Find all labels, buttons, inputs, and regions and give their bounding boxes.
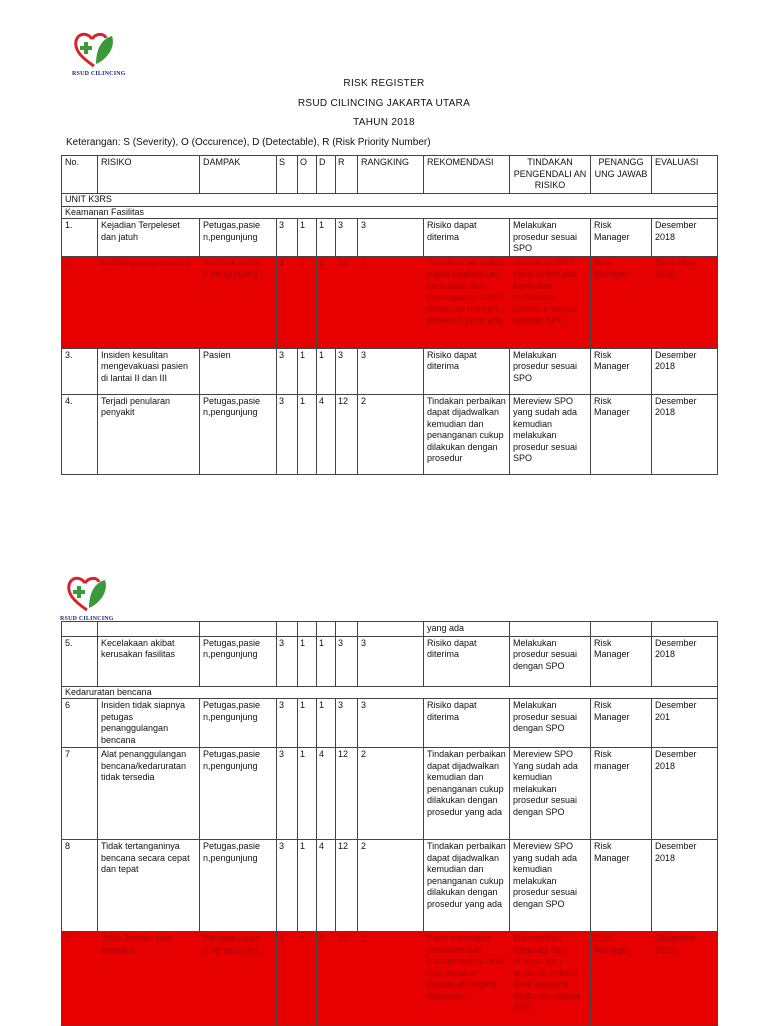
cell-evaluasi: Desember 2018 <box>652 394 718 474</box>
cell-penanggung-jawab: Risk Manager <box>591 219 652 257</box>
cell-penanggung-jawab: Risk Manager <box>591 840 652 932</box>
cell-no: 7 <box>62 748 98 840</box>
cell-risiko: Terjadi penularan penyakit <box>98 394 200 474</box>
document-title: RISK REGISTER <box>343 78 425 89</box>
risk-table-page-1 <box>61 155 718 475</box>
cell-evaluasi: Desember 2018 <box>652 840 718 932</box>
cell-rekomendasi: Tindakan perbaikan dapat dijadwalkan kemudian dan penanganan cukup dilakukan dengan prosedur yang ada <box>424 748 510 840</box>
hospital-logo-page-2 <box>60 574 120 622</box>
cell-no: 9 <box>62 932 98 1026</box>
cell-risiko: Tidak tertanganinya bencana secara cepat dan tepat <box>98 840 200 932</box>
cell-tindakan: Melakukan prosedur sesuai SPO <box>510 348 591 394</box>
cell-rangking: 2 <box>358 748 424 840</box>
cell-d: 4 <box>317 394 336 474</box>
risk-table-page-2 <box>61 621 718 1026</box>
cell-no: 1. <box>62 219 98 257</box>
cell-o: 1 <box>298 699 317 748</box>
cell-dampak: Petugas,pasie n,pengunjung <box>200 394 277 474</box>
cell-rangking: 1 <box>358 932 424 1026</box>
logo-caption: RSUD CILINCING <box>72 71 126 77</box>
cell-rekomendasi: yang ada <box>424 622 510 637</box>
cell-d: 4 <box>317 840 336 932</box>
col-header: RISIKO <box>98 156 200 194</box>
cell-tindakan: Memastikan Regulasi dan memastikan tindakan deteksi awal bencana dilakukan sesuai SPO <box>510 932 591 1026</box>
table-row <box>62 219 718 257</box>
cell-dampak: Petugas,pasie n,pengunjung <box>200 748 277 840</box>
cell-dampak: Petugas,pasie n,pengunjung <box>200 932 277 1026</box>
cell-dampak: Pasien <box>200 348 277 394</box>
cell-evaluasi: Desember 201 <box>652 699 718 748</box>
cell-tindakan: Mereview SPO yang sudah ada kemudian melakukan prosedur sesuai dengan SPO <box>510 840 591 932</box>
cell-evaluasi: Desember 2018 <box>652 748 718 840</box>
col-header: EVALUASI <box>652 156 718 194</box>
col-header: No. <box>62 156 98 194</box>
legend-note: Keterangan: S (Severity), O (Occurence), D (Detectable), R (Risk Priority Number) <box>66 137 431 148</box>
cell-rangking: 2 <box>358 394 424 474</box>
col-header: D <box>317 156 336 194</box>
cell-o: 1 <box>298 348 317 394</box>
cell-r: 3 <box>336 699 358 748</box>
cell-tindakan: Melakukan prosedur sesuai SPO <box>510 219 591 257</box>
cell-s: 3 <box>277 394 298 474</box>
col-header: O <box>298 156 317 194</box>
col-header: R <box>336 156 358 194</box>
cell-s: 4 <box>277 256 298 348</box>
cell-dampak: Petugas,pasie n,pengunjung <box>200 699 277 748</box>
cell-r: 3 <box>336 636 358 686</box>
table-row-highlighted <box>62 256 718 348</box>
cell-rangking: 1 <box>358 256 424 348</box>
cell-rekomendasi: Perlu mendapat perhatian dari manajemen puncak dan tindakan perbaikan segera dilakukan <box>424 932 510 1026</box>
cell-evaluasi: Desember 2018 <box>652 256 718 348</box>
cell-rangking: 2 <box>358 840 424 932</box>
cell-risiko: Insiden tidak siapnya petugas penanggulangan bencana <box>98 699 200 748</box>
cell-dampak: Petugas,pasie n,pengunjung <box>200 256 277 348</box>
cell-s: 3 <box>277 348 298 394</box>
cell-penanggung-jawab: Risk Manager <box>591 348 652 394</box>
cell-d: 1 <box>317 219 336 257</box>
cell-o: 1 <box>298 256 317 348</box>
cell-o: 1 <box>298 748 317 840</box>
col-header: REKOMENDASI <box>424 156 510 194</box>
cell-r: 80 <box>336 932 358 1026</box>
cell-d: 1 <box>317 348 336 394</box>
col-header: PENANGG UNG JAWAB <box>591 156 652 194</box>
heart-leaf-icon <box>60 574 116 614</box>
document-year: TAHUN 2018 <box>353 117 415 128</box>
cell-r: 16 <box>336 256 358 348</box>
cell-r: 12 <box>336 840 358 932</box>
col-header: TINDAKAN PENGENDALI AN RISIKO <box>510 156 591 194</box>
cell-penanggung-jawab: Risk Manager <box>591 636 652 686</box>
table-row <box>62 636 718 686</box>
cell-rekomendasi: Risiko dapat diterima <box>424 699 510 748</box>
cell-penanggung-jawab: Risk Manager <box>591 394 652 474</box>
cell-evaluasi: Desember 2018 <box>652 932 718 1026</box>
cell-r: 3 <box>336 348 358 394</box>
section-heading: UNIT K3RS <box>62 194 718 207</box>
cell-rekomendasi: Risiko dapat diterima <box>424 636 510 686</box>
table-row <box>62 748 718 840</box>
col-header: RANGKING <box>358 156 424 194</box>
cell-rekomendasi: Tindakan perbaikan dapat dijadwalkan kemudian dan penanganan cukup dilakukan dengan prosedur <box>424 394 510 474</box>
cell-tindakan: Melakukan prosedur sesuai dengan SPO <box>510 699 591 748</box>
cell-o: 1 <box>298 636 317 686</box>
cell-dampak: Petugas,pasie n,pengunjung <box>200 636 277 686</box>
cell-evaluasi: Desember 2018 <box>652 348 718 394</box>
table-row <box>62 699 718 748</box>
cell-s: 3 <box>277 636 298 686</box>
cell-rekomendasi: Risiko dapat diterima <box>424 219 510 257</box>
table-row <box>62 394 718 474</box>
cell-r: 3 <box>336 219 358 257</box>
cell-penanggung-jawab: Risk manager <box>591 748 652 840</box>
cell-s: 5 <box>277 932 298 1026</box>
cell-rangking: 3 <box>358 636 424 686</box>
table-header-row <box>62 156 718 194</box>
cell-rangking: 3 <box>358 219 424 257</box>
cell-risiko: Jatuh korban saat bencana <box>98 932 200 1026</box>
col-header: DAMPAK <box>200 156 277 194</box>
cell-d: 4 <box>317 256 336 348</box>
cell-risiko: Kejadian Terpeleset dan jatuh <box>98 219 200 257</box>
cell-tindakan: Melakukan prosedur sesuai dengan SPO <box>510 636 591 686</box>
cell-no: 8 <box>62 840 98 932</box>
cell-rekomendasi: Tindakan perbaikan dapat dijadwalkan kemudian dan penanganan cukup dilakukan dengan prosedur yang ada <box>424 840 510 932</box>
cell-rekomendasi: Risiko dapat diterima <box>424 348 510 394</box>
cell-no: 6 <box>62 699 98 748</box>
cell-rekomendasi: Tindakan perbaikan dapat dijadwalkan kemudian dan penanganan cukup dilakukan dengan prosedur yang ada <box>424 256 510 348</box>
cell-d: 4 <box>317 748 336 840</box>
cell-risiko: Kecelakaan akibat kerusakan fasilitas <box>98 636 200 686</box>
cell-s: 3 <box>277 840 298 932</box>
section-heading: Kedaruratan bencana <box>62 686 718 699</box>
cell-d: 4 <box>317 932 336 1026</box>
table-row-continuation <box>62 622 718 637</box>
cell-d: 1 <box>317 636 336 686</box>
cell-o: 1 <box>298 219 317 257</box>
cell-tindakan: Mereview SPO Yang sudah ada kemudian melakukan prosedur sesuai dengan SPO <box>510 748 591 840</box>
cell-o: 1 <box>298 394 317 474</box>
logo-caption: RSUD CILINCING <box>60 616 114 622</box>
cell-s: 3 <box>277 699 298 748</box>
table-row-highlighted <box>62 932 718 1026</box>
cell-rangking: 3 <box>358 699 424 748</box>
cell-penanggung-jawab: Risk Manager <box>591 699 652 748</box>
cell-s: 3 <box>277 748 298 840</box>
cell-tindakan: Mereview SPO yang sudah ada kemudian melakukan prosedur sesuai SPO <box>510 394 591 474</box>
cell-penanggung-jawab: Risk Manager <box>591 932 652 1026</box>
col-header: S <box>277 156 298 194</box>
cell-o: 1 <box>298 840 317 932</box>
cell-r: 12 <box>336 748 358 840</box>
cell-penanggung-jawab: Risk Manager <box>591 256 652 348</box>
cell-d: 1 <box>317 699 336 748</box>
heart-leaf-icon <box>72 30 118 70</box>
cell-no: 4. <box>62 394 98 474</box>
cell-dampak: Petugas,pasie n,pengunjung <box>200 840 277 932</box>
hospital-name: RSUD CILINCING JAKARTA UTARA <box>297 98 471 109</box>
hospital-logo <box>72 30 132 78</box>
cell-o: 4 <box>298 932 317 1026</box>
cell-dampak: Petugas,pasie n,pengunjung <box>200 219 277 257</box>
table-row <box>62 840 718 932</box>
cell-s: 3 <box>277 219 298 257</box>
cell-risiko: Alat penanggulangan bencana/kedaruratan tidak tersedia <box>98 748 200 840</box>
section-heading: Keamanan Fasilitas <box>62 206 718 219</box>
cell-evaluasi: Desember 2018 <box>652 219 718 257</box>
cell-no: 3. <box>62 348 98 394</box>
cell-tindakan: Mereview SPO yang sudah ada kemudian melakukan prosedur sesuai dengan SPO <box>510 256 591 348</box>
cell-r: 12 <box>336 394 358 474</box>
cell-risiko: Kehilangan/pencuria n <box>98 256 200 348</box>
table-row <box>62 348 718 394</box>
cell-evaluasi: Desember 2018 <box>652 636 718 686</box>
cell-rangking: 3 <box>358 348 424 394</box>
cell-risiko: Insiden kesulitan mengevakuasi pasien di lantai II dan III <box>98 348 200 394</box>
cell-no: 2. <box>62 256 98 348</box>
cell-no: 5. <box>62 636 98 686</box>
